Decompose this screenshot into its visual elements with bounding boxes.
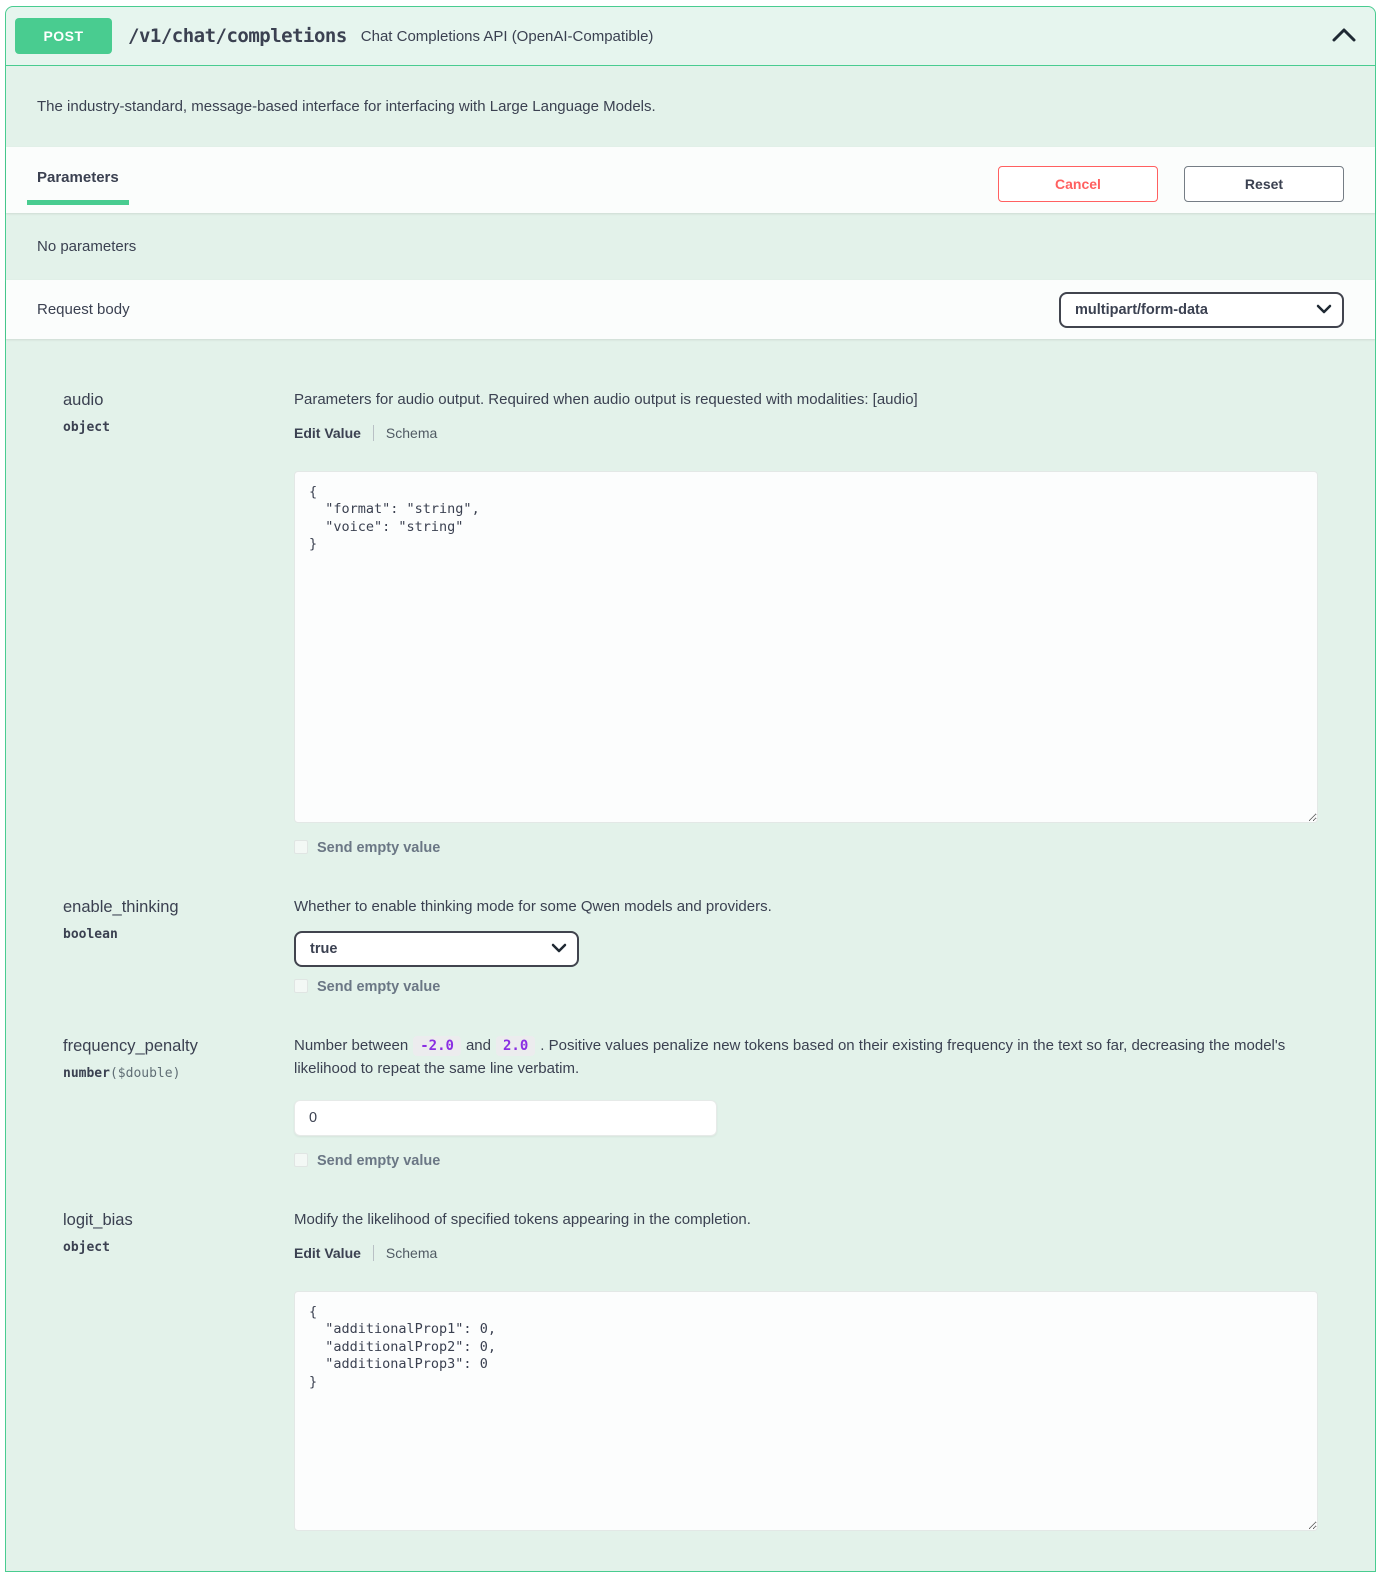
param-row-logit-bias: [63, 1209, 1318, 1531]
param-row-frequency-penalty: [63, 1035, 1318, 1169]
param-row-audio: [63, 389, 1318, 856]
send-empty-checkbox-frequency-penalty[interactable]: [294, 1153, 308, 1167]
param-row-enable-thinking: [63, 896, 1318, 996]
param-format-frequency-penalty: ($double): [109, 1066, 181, 1081]
collapse-button[interactable]: [1327, 23, 1361, 50]
send-empty-label-enable-thinking: Send empty value: [317, 979, 441, 995]
param-description-enable-thinking: Whether to enable thinking mode for some Qwen models and providers.: [294, 897, 772, 915]
reset-button[interactable]: Reset: [1184, 166, 1344, 202]
model-tabs-audio: [294, 425, 1318, 441]
endpoint-summary: Chat Completions API (OpenAI-Compatible): [360, 27, 654, 45]
model-tabs-logit-bias: [294, 1245, 1318, 1261]
send-empty-checkbox-enable-thinking[interactable]: [294, 979, 308, 993]
tab-edit-value[interactable]: Edit Value: [294, 1245, 374, 1261]
endpoint-description: The industry-standard, message-based interface for interfacing with Large Language Models.: [6, 66, 1375, 147]
param-type-frequency-penalty: number($double): [63, 1066, 181, 1081]
endpoint-summary-bar[interactable]: [6, 7, 1375, 66]
content-type-select-wrap: [1059, 292, 1344, 328]
max-value-badge: 2.0: [496, 1036, 535, 1056]
frequency-penalty-input[interactable]: [294, 1100, 717, 1136]
param-description-logit-bias: Modify the likelihood of specified tokens appearing in the completion.: [294, 1211, 751, 1228]
param-type-enable-thinking: boolean: [63, 926, 118, 942]
param-type-logit-bias: object: [63, 1240, 110, 1255]
tab-schema[interactable]: Schema: [385, 424, 438, 441]
send-empty-row-audio: [294, 840, 1318, 856]
parameters-actions: [998, 166, 1344, 202]
method-badge: POST: [15, 18, 112, 54]
content-type-select[interactable]: [1059, 292, 1344, 328]
param-name-logit-bias: logit_bias: [63, 1211, 133, 1229]
param-name-audio: audio: [63, 391, 104, 409]
tab-edit-value[interactable]: Edit Value: [294, 425, 374, 441]
enable-thinking-select-wrap: [294, 931, 579, 967]
tab-schema[interactable]: Schema: [385, 1244, 438, 1261]
cancel-button[interactable]: Cancel: [998, 166, 1158, 202]
no-parameters-message: No parameters: [6, 213, 1375, 280]
send-empty-checkbox-audio[interactable]: [294, 840, 308, 854]
enable-thinking-select[interactable]: [294, 931, 579, 967]
param-name-enable-thinking: enable_thinking: [63, 897, 179, 916]
request-body-parameters: [6, 339, 1375, 1531]
tab-parameters[interactable]: Parameters: [27, 165, 129, 205]
audio-value-textarea[interactable]: [294, 471, 1318, 823]
chevron-up-icon: [1331, 27, 1357, 46]
param-type-audio: object: [63, 420, 110, 435]
endpoint-path: /v1/chat/completions: [128, 25, 347, 47]
send-empty-row-enable-thinking: [294, 979, 1318, 995]
send-empty-label-audio: Send empty value: [317, 839, 441, 856]
request-body-label: Request body: [37, 301, 130, 318]
param-description-audio: Parameters for audio output. Required when audio output is requested with modalities: [audio]: [294, 391, 918, 408]
min-value-badge: -2.0: [413, 1036, 461, 1056]
logit-bias-value-textarea[interactable]: [294, 1291, 1318, 1531]
request-body-header: [6, 280, 1375, 339]
param-name-frequency-penalty: frequency_penalty: [63, 1037, 198, 1055]
send-empty-row-frequency-penalty: [294, 1153, 1318, 1169]
parameters-header: [6, 147, 1375, 213]
send-empty-label-frequency-penalty: Send empty value: [317, 1153, 441, 1169]
opblock-post-chat-completions: [5, 6, 1376, 1572]
param-description-frequency-penalty: Number between -2.0 and 2.0 . Positive values penalize new tokens based on their existing frequency in the text so far, decreasing the model's likelihood to repeat the same line verbatim.: [294, 1037, 1286, 1077]
